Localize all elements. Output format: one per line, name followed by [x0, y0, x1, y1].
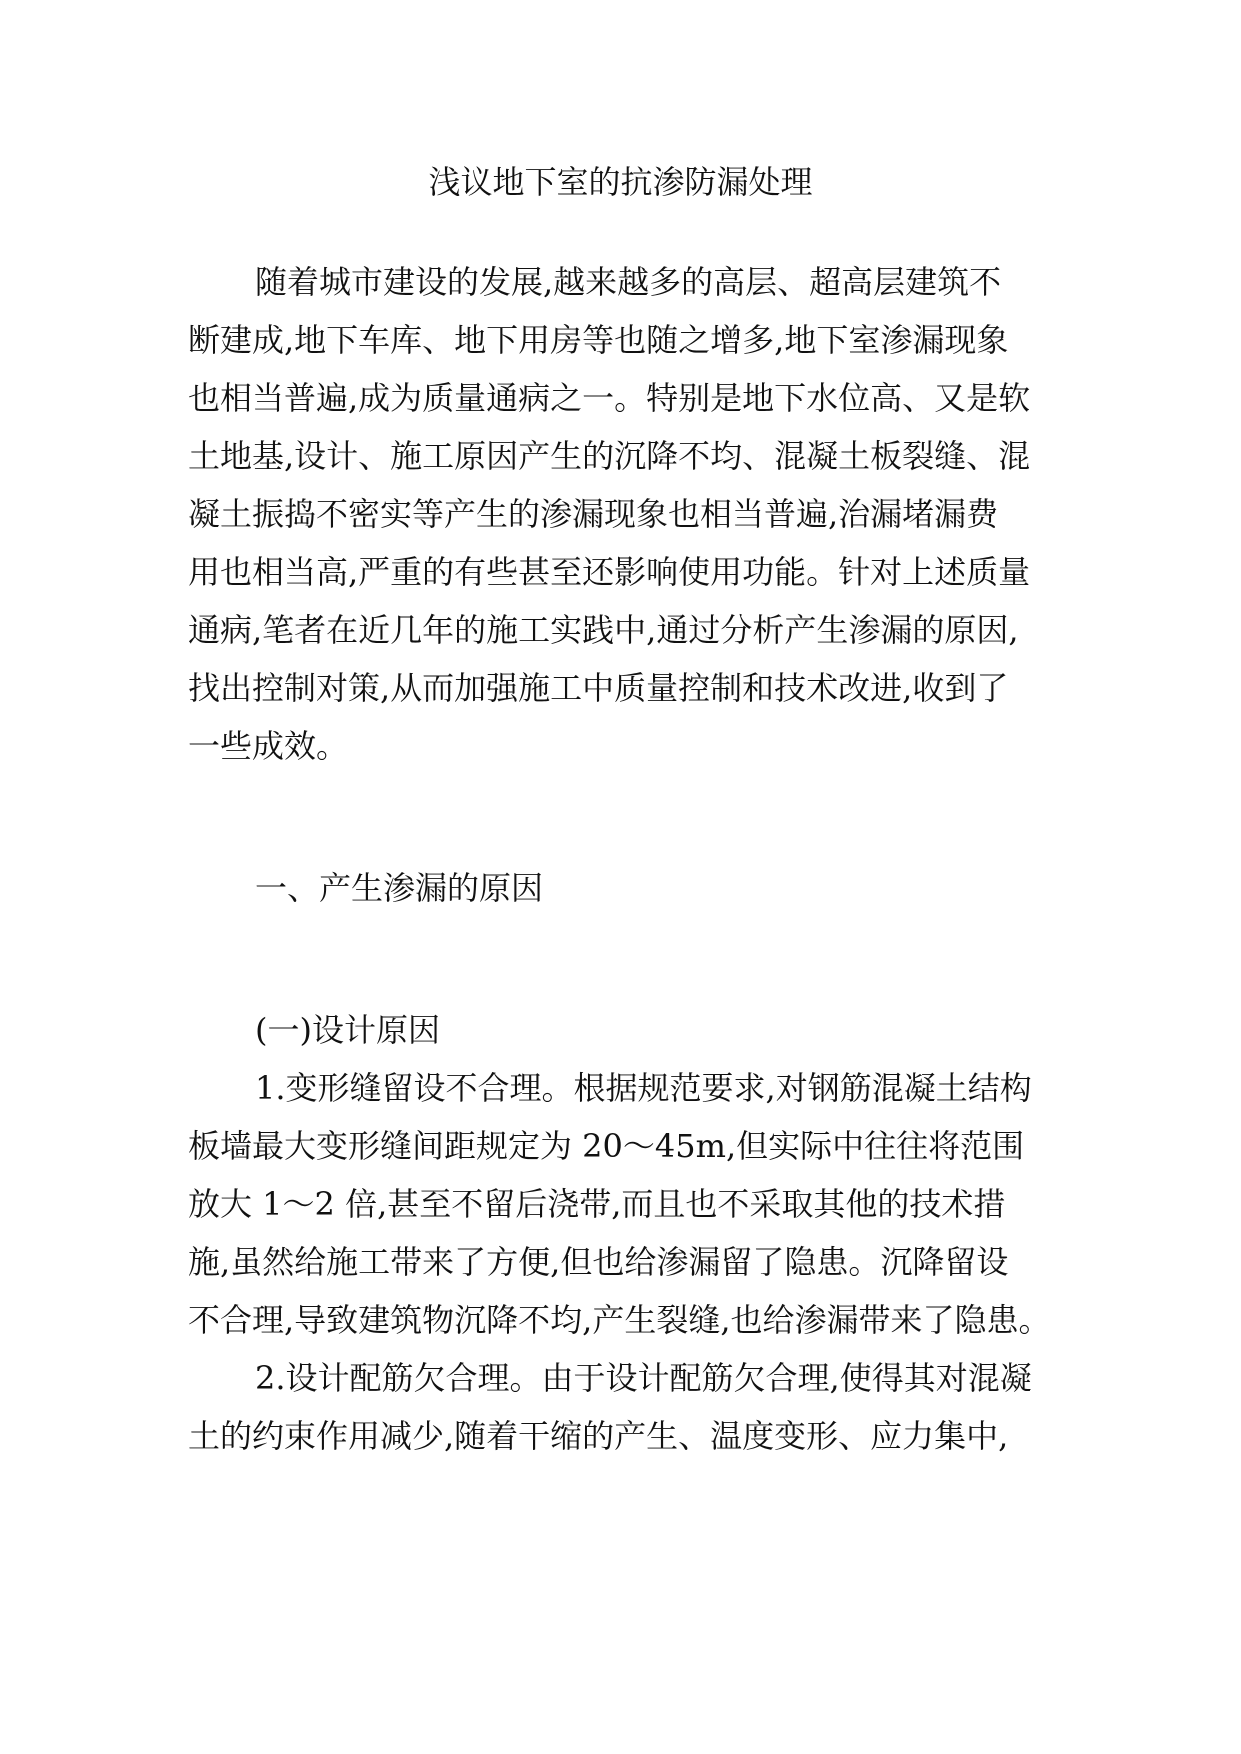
intro-line: 随着城市建设的发展,越来越多的高层、超高层建筑不 — [255, 263, 1002, 301]
document-title: 浅议地下室的抗渗防漏处理 — [428, 163, 813, 201]
item1-line: 板墙最大变形缝间距规定为 20～45m,但实际中往往将范围 — [188, 1127, 1025, 1165]
intro-line: 找出控制对策,从而加强施工中质量控制和技术改进,收到了 — [188, 669, 1009, 707]
subsection-heading: (一)设计原因 — [255, 1011, 440, 1049]
intro-line: 通病,笔者在近几年的施工实践中,通过分析产生渗漏的原因, — [188, 611, 1019, 649]
item1-line: 1.变形缝留设不合理。根据规范要求,对钢筋混凝土结构 — [255, 1069, 1032, 1107]
intro-line: 用也相当高,严重的有些甚至还影响使用功能。针对上述质量 — [188, 553, 1031, 591]
intro-line: 也相当普遍,成为质量通病之一。特别是地下水位高、又是软 — [188, 379, 1031, 417]
intro-line: 凝土振捣不密实等产生的渗漏现象也相当普遍,治漏堵漏费 — [188, 495, 999, 533]
item2-line: 土的约束作用减少,随着干缩的产生、温度变形、应力集中, — [188, 1417, 1009, 1455]
item1-line: 不合理,导致建筑物沉降不均,产生裂缝,也给渗漏带来了隐患。 — [188, 1301, 1051, 1339]
intro-line: 土地基,设计、施工原因产生的沉降不均、混凝土板裂缝、混 — [188, 437, 1031, 475]
intro-line: 断建成,地下车库、地下用房等也随之增多,地下室渗漏现象 — [188, 321, 1009, 359]
item1-line: 施,虽然给施工带来了方便,但也给渗漏留了隐患。沉降留设 — [188, 1243, 1009, 1281]
section-heading: 一、产生渗漏的原因 — [255, 869, 544, 907]
item2-line: 2.设计配筋欠合理。由于设计配筋欠合理,使得其对混凝 — [255, 1359, 1032, 1397]
intro-line: 一些成效。 — [188, 727, 349, 765]
item1-line: 放大 1～2 倍,甚至不留后浇带,而且也不采取其他的技术措 — [188, 1185, 1006, 1223]
